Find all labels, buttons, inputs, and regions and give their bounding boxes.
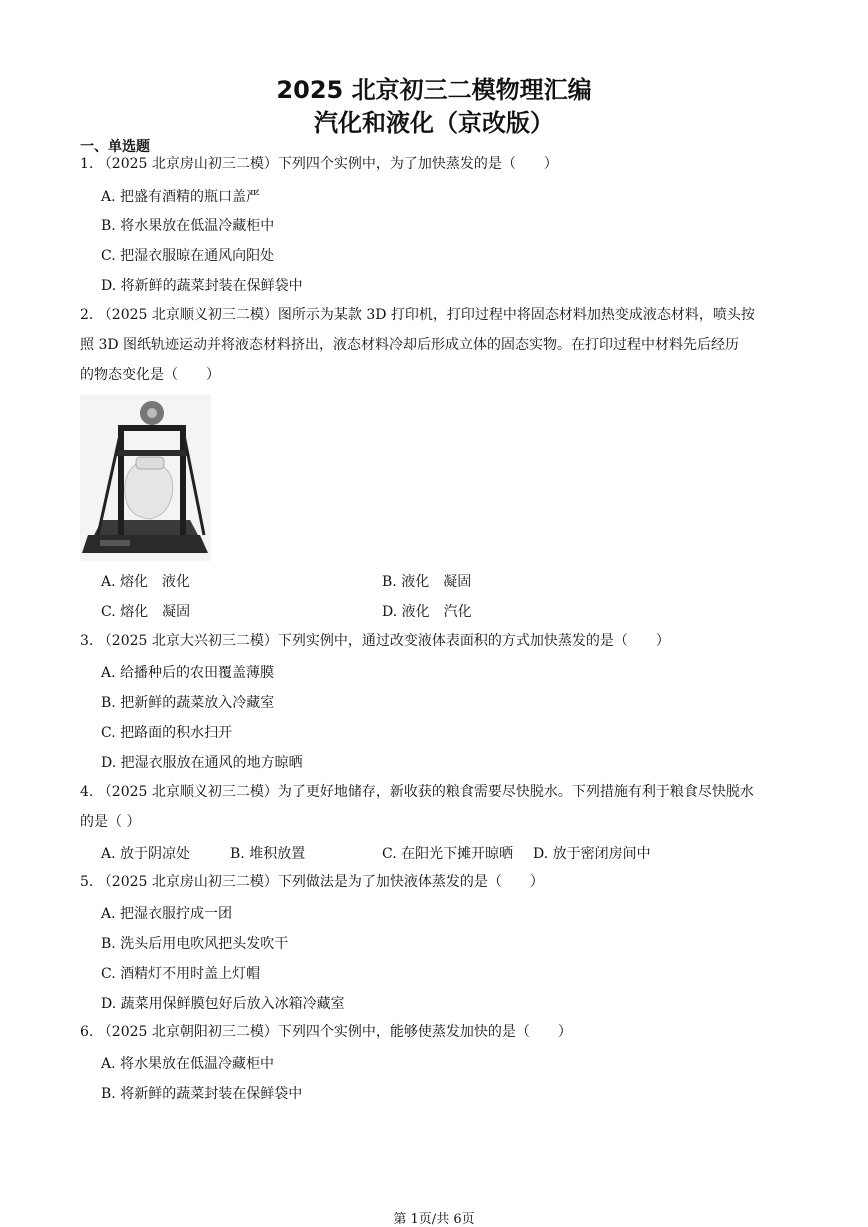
question-3-option-b: B. 把新鲜的蔬菜放入冷藏室 — [101, 695, 275, 711]
question-2-option-d: D. 液化 汽化 — [382, 604, 472, 620]
question-2-option-c: C. 熔化 凝固 — [101, 604, 191, 620]
question-5-option-a: A. 把湿衣服拧成一团 — [101, 906, 233, 922]
question-6-stem: 6. （2025 北京朝阳初三二模）下列四个实例中，能够使蒸发加快的是（ ） — [80, 1024, 572, 1040]
question-5-option-b: B. 洗头后用电吹风把头发吹干 — [101, 936, 289, 952]
question-1-option-a: A. 把盛有酒精的瓶口盖严 — [101, 189, 261, 205]
question-6-option-b: B. 将新鲜的蔬菜封装在保鲜袋中 — [101, 1086, 303, 1102]
question-4-option-b: B. 堆积放置 — [230, 846, 306, 862]
question-5-option-c: C. 酒精灯不用时盖上灯帽 — [101, 966, 261, 982]
question-2-stem-line-2: 照 3D 图纸轨迹运动并将液态材料挤出，液态材料冷却后形成立体的固态实物。在打印过程中材料先后经历 — [80, 337, 740, 353]
question-6-option-a: A. 将水果放在低温冷藏柜中 — [101, 1056, 275, 1072]
question-3-option-d: D. 把湿衣服放在通风的地方晾晒 — [101, 755, 303, 771]
question-5-stem: 5. （2025 北京房山初三二模）下列做法是为了加快液体蒸发的是（ ） — [80, 874, 544, 890]
question-3-option-c: C. 把路面的积水扫开 — [101, 725, 233, 741]
document-subtitle: 汽化和液化（京改版） — [314, 109, 554, 137]
3d-printer-image — [80, 395, 211, 561]
question-4-stem-line-2: 的是（ ） — [80, 814, 141, 830]
document-title: 2025 北京初三二模物理汇编 — [276, 76, 592, 104]
question-2-stem-line-1: 2. （2025 北京顺义初三二模）图所示为某款 3D 打印机，打印过程中将固态材料加热变成液态材料，喷头按 — [80, 307, 755, 323]
question-3-option-a: A. 给播种后的农田覆盖薄膜 — [101, 665, 275, 681]
question-2-option-b: B. 液化 凝固 — [382, 574, 472, 590]
question-1-option-b: B. 将水果放在低温冷藏柜中 — [101, 218, 275, 234]
question-4-option-a: A. 放于阴凉处 — [101, 846, 191, 862]
question-1-stem: 1. （2025 北京房山初三二模）下列四个实例中，为了加快蒸发的是（ ） — [80, 156, 558, 172]
question-2-stem-line-3: 的物态变化是（ ） — [80, 367, 220, 383]
section-heading: 一、单选题 — [80, 139, 150, 155]
question-4-stem-line-1: 4. （2025 北京顺义初三二模）为了更好地储存，新收获的粮食需要尽快脱水。下列措施有利于粮食尽快脱水 — [80, 784, 754, 800]
question-4-option-d: D. 放于密闭房间中 — [533, 846, 651, 862]
page-number: 第 1页/共 6页 — [393, 1212, 475, 1227]
question-1-option-d: D. 将新鲜的蔬菜封装在保鲜袋中 — [101, 278, 303, 294]
question-3-stem: 3. （2025 北京大兴初三二模）下列实例中，通过改变液体表面积的方式加快蒸发的是（ ） — [80, 633, 670, 649]
question-2-option-a: A. 熔化 液化 — [101, 574, 191, 590]
question-1-option-c: C. 把湿衣服晾在通风向阳处 — [101, 248, 275, 264]
question-5-option-d: D. 蔬菜用保鲜膜包好后放入冰箱冷藏室 — [101, 996, 345, 1012]
question-4-option-c: C. 在阳光下摊开晾晒 — [382, 846, 514, 862]
